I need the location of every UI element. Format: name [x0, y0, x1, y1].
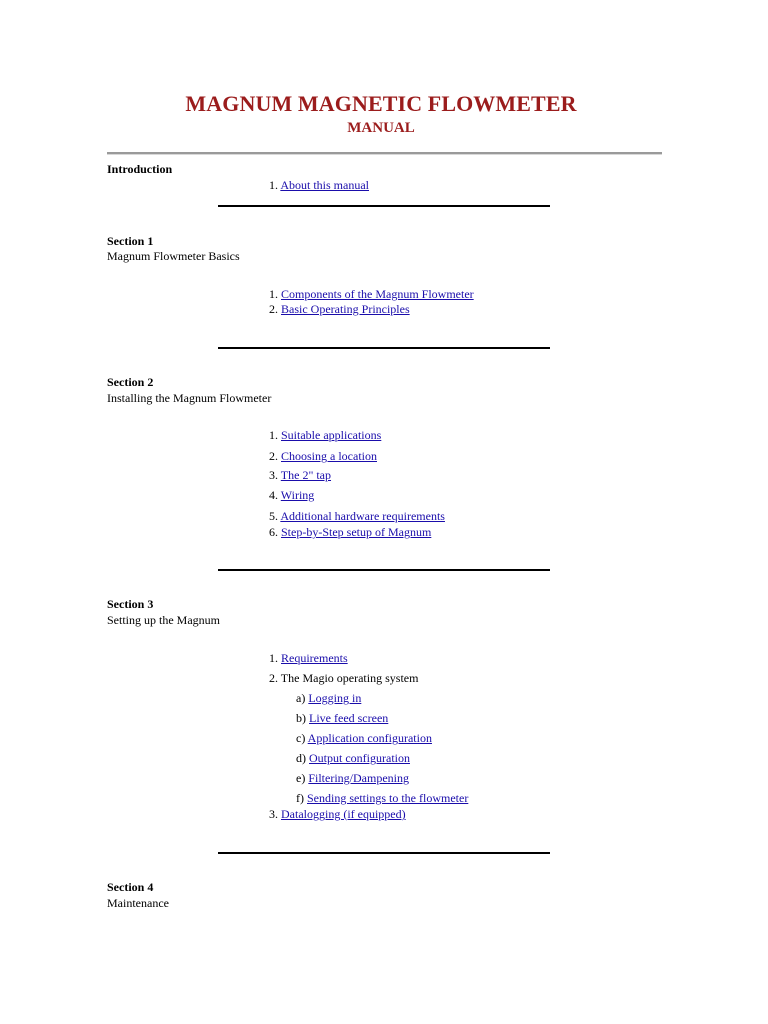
toc-item [269, 302, 410, 317]
section-1-heading: Section 1 [107, 234, 154, 248]
item-number: 1. [269, 178, 278, 192]
toc-subitem [296, 751, 410, 766]
toc-link-live-feed[interactable]: Live feed screen [309, 711, 389, 725]
toc-item [269, 509, 445, 524]
toc-item [269, 671, 418, 686]
section-4-subtitle: Maintenance [107, 896, 169, 910]
item-number: 3. [269, 807, 278, 821]
subitem-letter: c) [296, 731, 306, 745]
document-title: MAGNUM MAGNETIC FLOWMETER [185, 91, 577, 116]
item-number: 2. [269, 449, 278, 463]
section-1-subtitle: Magnum Flowmeter Basics [107, 249, 240, 263]
toc-link-app-config[interactable]: Application configuration [307, 731, 432, 745]
subitem-letter: b) [296, 711, 306, 725]
intro-heading: Introduction [107, 162, 173, 176]
toc-text-magio-os: The Magio operating system [280, 671, 419, 685]
section-2-subtitle: Installing the Magnum Flowmeter [107, 391, 272, 405]
toc-link-wiring[interactable]: Wiring [280, 488, 315, 502]
document-subtitle: MANUAL [347, 120, 415, 136]
section-4-heading: Section 4 [107, 880, 154, 894]
toc-link-step-by-step-setup[interactable]: Step-by-Step setup of Magnum [281, 525, 432, 539]
toc-link-suitable-applications[interactable]: Suitable applications [281, 428, 382, 442]
toc-subitem [296, 791, 468, 806]
toc-item [269, 807, 406, 822]
item-number: 1. [269, 287, 278, 301]
toc-item [269, 287, 474, 302]
toc-link-components[interactable]: Components of the Magnum Flowmeter [281, 287, 474, 301]
toc-link-requirements[interactable]: Requirements [281, 651, 348, 665]
toc-link-hardware-requirements[interactable]: Additional hardware requirements [280, 509, 445, 523]
toc-subitem [296, 691, 361, 706]
subitem-letter: f) [296, 791, 304, 805]
toc-link-logging-in[interactable]: Logging in [308, 691, 362, 705]
section-2-heading: Section 2 [107, 375, 154, 389]
section-separator [218, 205, 550, 207]
toc-subitem [296, 711, 388, 726]
toc-link-datalogging[interactable]: Datalogging (if equipped) [281, 807, 406, 821]
toc-link-2in-tap[interactable]: The 2" tap [280, 468, 332, 482]
toc-item [269, 178, 369, 193]
toc-link-operating-principles[interactable]: Basic Operating Principles [281, 302, 410, 316]
item-number: 1. [269, 651, 278, 665]
toc-link-choosing-location[interactable]: Choosing a location [281, 449, 377, 463]
toc-link-filtering[interactable]: Filtering/Dampening [308, 771, 409, 785]
header-divider [107, 152, 662, 155]
toc-item [269, 488, 314, 503]
toc-link-sending-settings[interactable]: Sending settings to the flowmeter [307, 791, 469, 805]
item-number: 4. [269, 488, 278, 502]
subitem-letter: a) [296, 691, 306, 705]
toc-item [269, 468, 331, 483]
toc-link-output-config[interactable]: Output configuration [309, 751, 410, 765]
toc-item [269, 428, 381, 443]
toc-item [269, 525, 431, 540]
item-number: 2. [269, 302, 278, 316]
item-number: 3. [269, 468, 278, 482]
item-number: 6. [269, 525, 278, 539]
toc-link-about-manual[interactable]: About this manual [280, 178, 370, 192]
section-3-heading: Section 3 [107, 597, 154, 611]
section-3-subtitle: Setting up the Magnum [107, 613, 220, 627]
toc-item [269, 449, 377, 464]
toc-item [269, 651, 348, 666]
toc-subitem [296, 731, 432, 746]
subitem-letter: e) [296, 771, 306, 785]
section-separator [218, 569, 550, 571]
item-number: 1. [269, 428, 278, 442]
section-separator [218, 347, 550, 349]
subitem-letter: d) [296, 751, 306, 765]
item-number: 5. [269, 509, 278, 523]
item-number: 2. [269, 671, 278, 685]
toc-subitem [296, 771, 409, 786]
section-separator [218, 852, 550, 854]
